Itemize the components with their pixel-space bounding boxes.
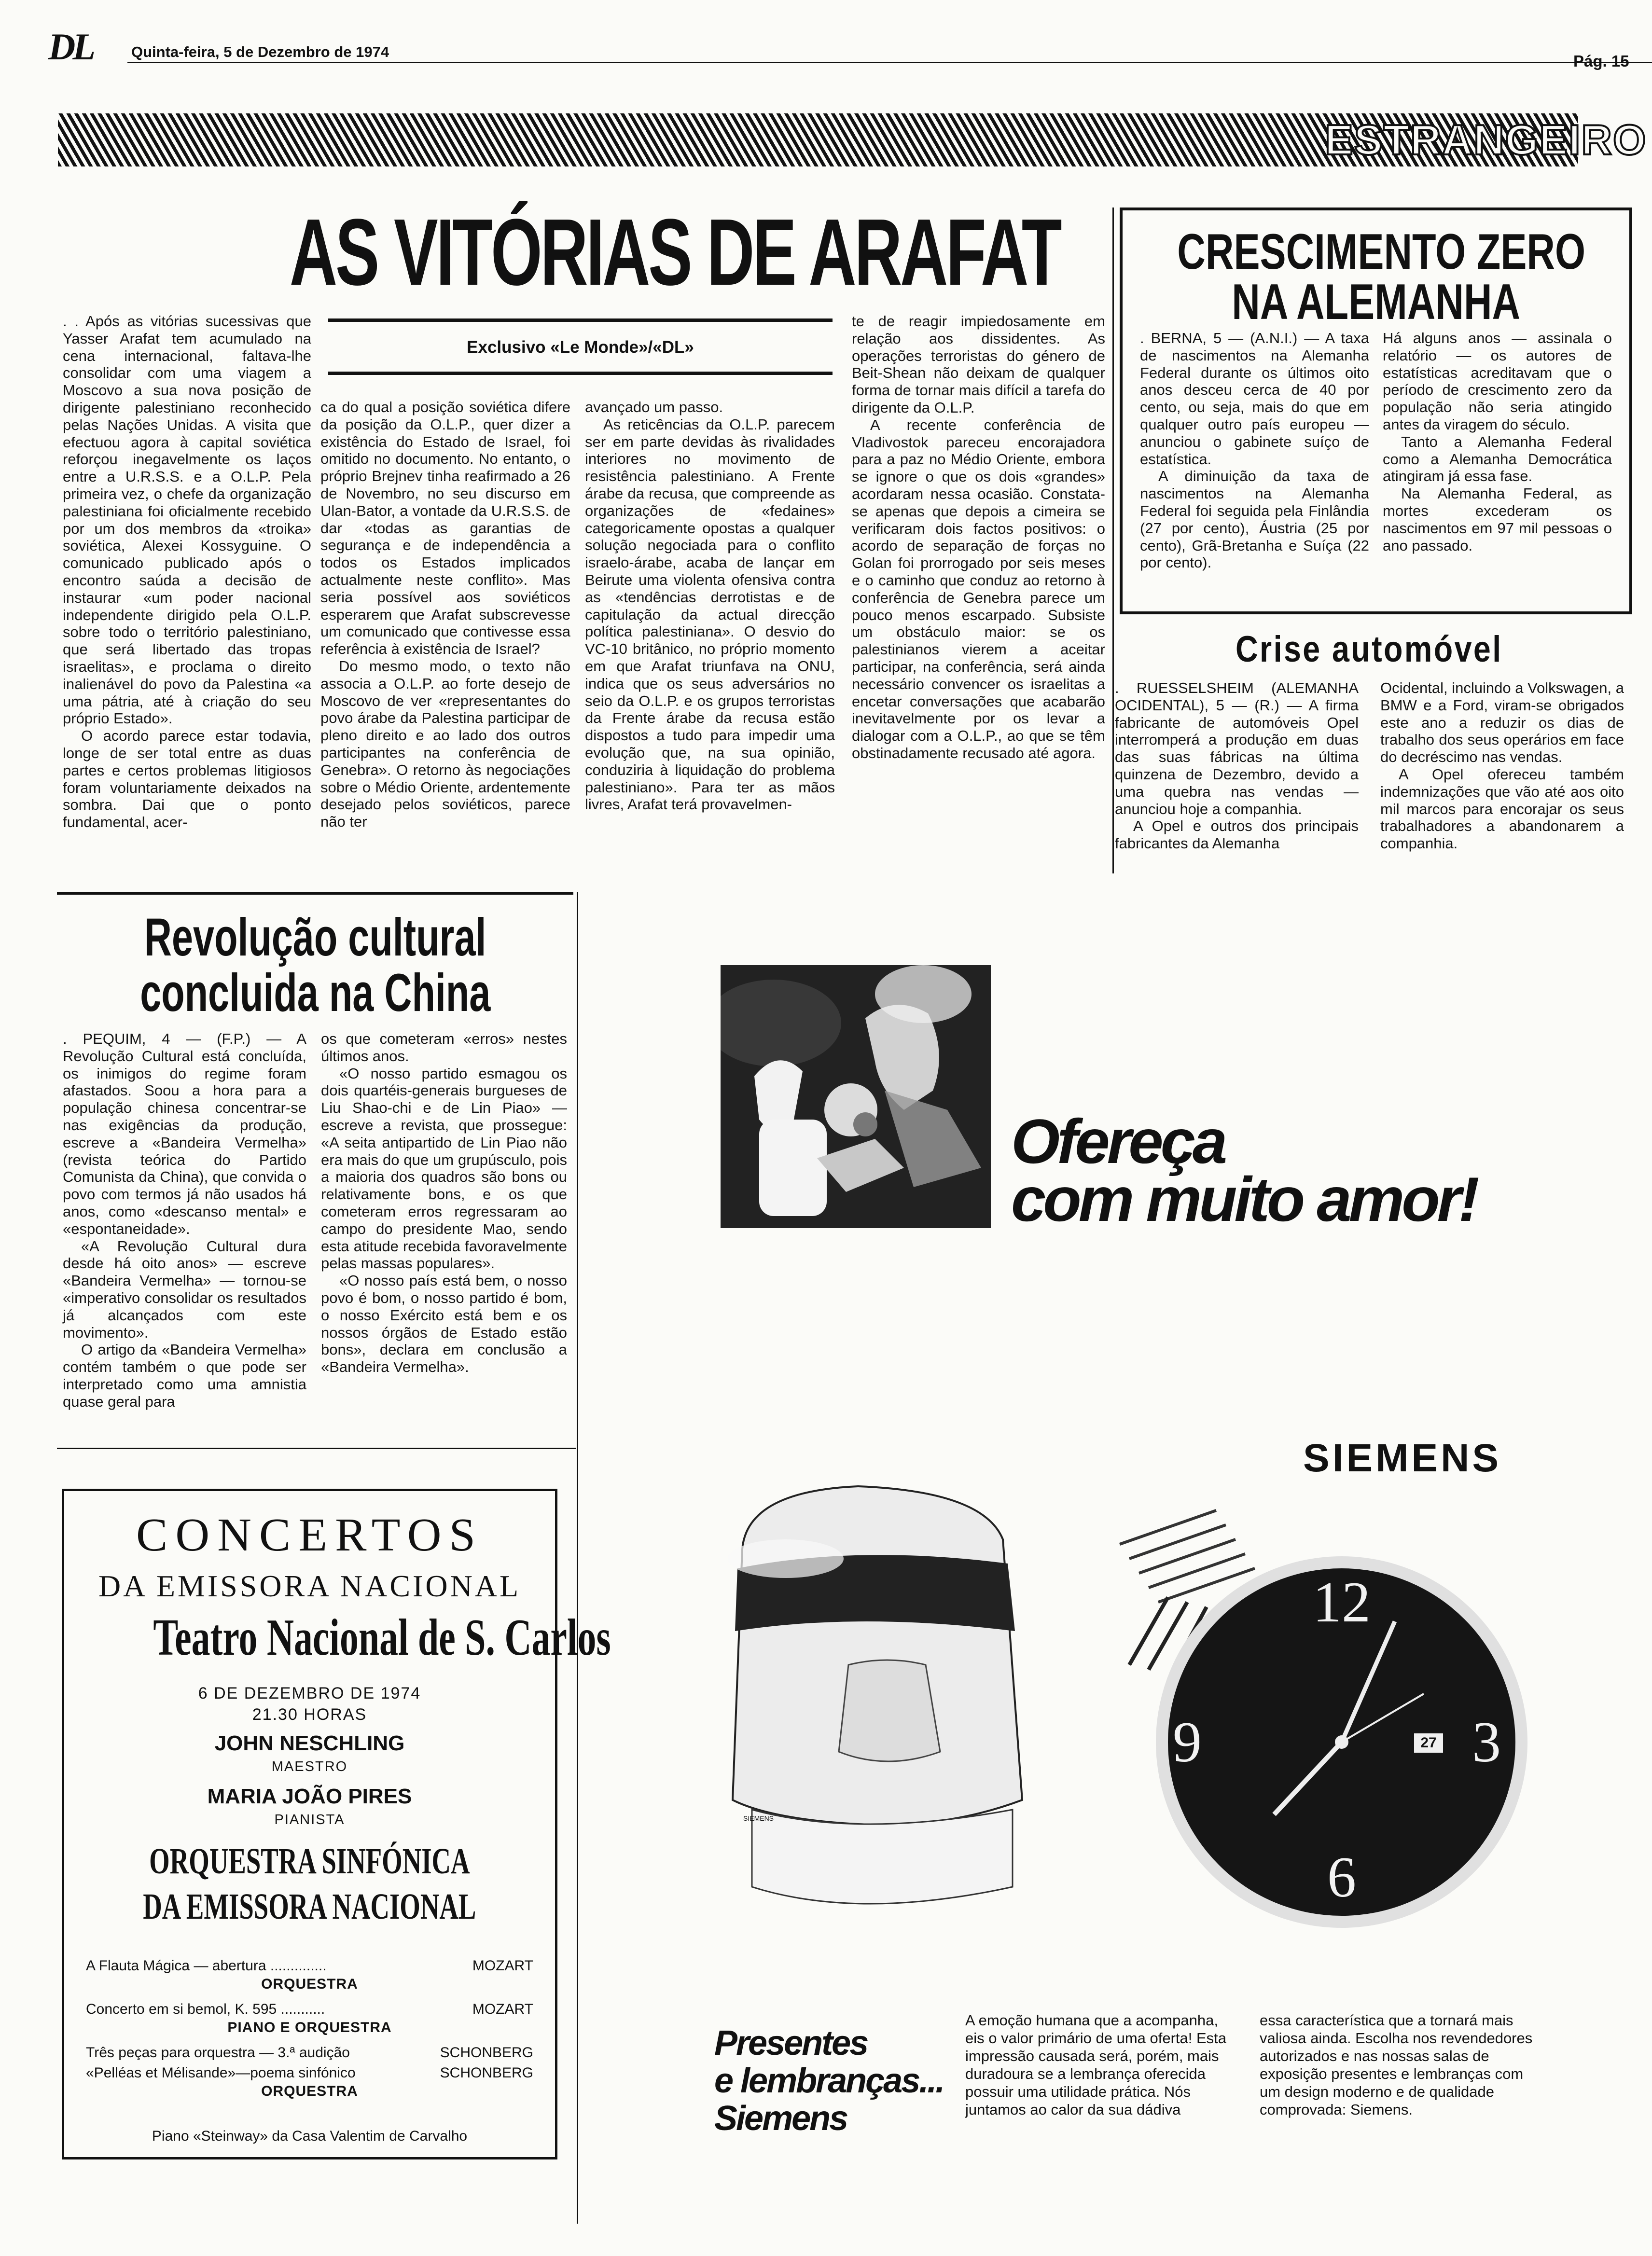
siemens-tagline-line2: e lembranças... [714, 2062, 944, 2100]
china-column-2 [321, 1030, 567, 1376]
program-forces: ORQUESTRA [261, 2083, 358, 2099]
china-headline-line1: Revolução cultural [144, 908, 486, 967]
china-bottom-rule [57, 1448, 576, 1449]
program-composer: MOZART [472, 1958, 533, 1974]
coffee-maker [713, 1472, 1051, 1930]
concertos-ad [62, 1489, 611, 2159]
arafat-column-3 [585, 399, 835, 813]
siemens-brand: SIEMENS [1303, 1436, 1502, 1480]
concertos-venue-wrap [64, 1609, 611, 1666]
program-forces: PIANO E ORQUESTRA [227, 2020, 392, 2035]
header-date: Quinta-feira, 5 de Dezembro de 1974 [131, 43, 389, 60]
header-rule [127, 62, 1652, 63]
concertos-title: CONCERTOS [136, 1509, 483, 1561]
column-divider-right [1112, 208, 1114, 873]
china-headline [57, 910, 573, 1021]
concertos-orchestra-line2: DA EMISSORA NACIONAL [143, 1886, 476, 1927]
program-forces: ORQUESTRA [261, 1976, 358, 1992]
crescimento-col2-p2: Tanto a Alemanha Federal como a Alemanha Democrática atingiram já essa fase. [1383, 433, 1612, 485]
program-composer: SCHONBERG [440, 2065, 533, 2081]
page-number: Pág. 15 [1573, 52, 1629, 70]
china-headline-line2: concluida na China [139, 963, 491, 1023]
concertos-date: 6 DE DEZEMBRO DE 1974 [198, 1684, 421, 1702]
arafat-col1-p2: O acordo parece estar todavia, longe de ser total entre as duas partes e certos problemas litigiosos foram voluntariamente deixados na sombra. Dai que o ponto fundamental, acer- [63, 727, 311, 831]
concertos-conductor: JOHN NESCHLING [214, 1731, 405, 1755]
china-col1-p3: O artigo da «Bandeira Vermelha» contém também o que pode ser interpretado como uma amnistia quase geral para [63, 1341, 306, 1410]
clock-numeral-12: 12 [1313, 1570, 1371, 1634]
crescimento-col2-p1: Há alguns anos — assinala o relatório — os autores de estatísticas acreditavam que o período de crescimento zero da população não seria atingido antes da viragem do século. [1383, 330, 1612, 433]
concertos-venue: Teatro Nacional de S. Carlos [153, 1609, 611, 1666]
clock-numeral-6: 6 [1327, 1845, 1356, 1909]
arafat-col2-p1: ca do qual a posição soviética difere da posição da O.L.P., quer dizer a existência do Estado de Israel, foi omitido no documento. No entanto, o próprio Brejnev tinha reafirmado a 26 de Novembro, no seu discurso em Ulan-Bator, a vontade da U.R.S.S. de dar «todas as garantias de segurança e de independência a todos os Estados implicados actualmente neste conflito». Mas seria possível aos soviéticos esperarem que Arafat subscrevesse um comunicado que contivesse essa referência à existência de Israel? [320, 399, 570, 658]
china-col1-p2: «A Revolução Cultural dura desde há oito anos» — escreve «Bandeira Vermelha» — tornou-se «imperativo consolidar os resultados já alcançados com este movimento». [63, 1237, 306, 1341]
siemens-tagline-line1: Presentes [714, 2024, 868, 2062]
program-work: A Flauta Mágica — abertura .............. [86, 1958, 327, 1974]
china-ad-divider [577, 892, 578, 2224]
crescimento-col1-p2: A diminuição da taxa de nascimentos na Alemanha Federal foi seguida pela Finlândia (27 por cento), Áustria (25 por cento), Grã-Bretanha e Suíça (22 por cento). [1140, 468, 1369, 571]
china-top-rule [57, 892, 573, 895]
siemens-body-2: essa característica que a tornará mais valiosa ainda. Escolha nos revendedores autorizados e nas nossas salas de exposição presentes e lembranças com um design moderno e de qualidade comprovada: Siemens. [1260, 2012, 1533, 2118]
clock-date-window: 27 [1414, 1733, 1443, 1753]
arafat-col4-p1: te de reagir impiedosamente em relação aos dissidentes. As operações terroristas do género de Beit-Shean não deixam de qualquer forma de tornar mais difícil a tarefa do dirigente da O.L.P. [852, 313, 1105, 416]
arafat-column-4 [852, 313, 1105, 762]
crescimento-headline-line2: NA ALEMANHA [1232, 274, 1520, 330]
crescimento-headline [1120, 224, 1632, 330]
automovel-col1-p1: . RUESSELSHEIM (ALEMANHA OCIDENTAL), 5 — (R.) — A firma fabricante de automóveis Opel interromperá a produção em duas das suas fábricas na última quinzena de Dezembro, devido a uma quebra nas vendas — anunciou hoje a companhia. [1115, 679, 1359, 817]
china-col2-p2: «O nosso partido esmagou os dois quartéis-generais burgueses de Liu Shao-chi e de Lin Piao» — escreve a revista, que prossegue: «A seita antipartido de Lin Piao não era mais do que um grupúsculo, pois a maioria dos quadros são bons ou relativamente bons, e os que cometeram erros regressaram ao campo do presidente Mao, sendo esta atitude recebida favoravelmente pelas massas populares». [321, 1065, 567, 1272]
automovel-col2-p2: A Opel ofereceu também indemnizações que vão até aos oito mil marcos para encorajar os seus trabalhadores a abandonarem a companhia. [1380, 765, 1624, 852]
section-label: ESTRANGEIRO [1325, 116, 1647, 164]
clock-numeral-3: 3 [1472, 1710, 1501, 1774]
program-composer: MOZART [472, 2001, 533, 2017]
arafat-credit: Exclusivo «Le Monde»/«DL» [467, 338, 694, 357]
gift-photo [721, 965, 991, 1228]
automovel-column-2 [1380, 679, 1624, 852]
concertos-subtitle: DA EMISSORA NACIONAL [98, 1569, 521, 1603]
siemens-slogan-line2: com muito amor! [1011, 1164, 1477, 1234]
siemens-tagline-line3: Siemens [714, 2099, 847, 2138]
concertos-soloist-role: PIANISTA [274, 1812, 345, 1827]
china-col2-p1: os que cometeram «erros» nestes últimos anos. [321, 1030, 567, 1065]
arafat-col3-p2: As reticências da O.L.P. parecem ser em parte devidas às rivalidades interiores no movimento de resistência palestiniano. A Frente árabe da recusa, que compreende as organizações de «fedaines» categoricamente opostas a qualquer solução negociada para o conflito israelo-árabe, acaba de lançar em Beirute uma violenta ofensiva contra as «tendências derrotistas e de capitulação da actual direcção política palestiniana». O desvio do VC-10 britânico, no próprio momento em que Arafat triunfava na ONU, indica que os seus adversários no seio da O.L.P. e os grupos terroristas da Frente árabe da recusa estão dispostos a tudo para impedir uma evolução que, na sua opinião, conduziria à liquidação do problema palestiniano». Para ter as mãos livres, Arafat terá provavelmen- [585, 415, 835, 813]
arafat-column-1 [63, 313, 311, 831]
crescimento-column-2 [1383, 330, 1612, 554]
arafat-column-2 [320, 399, 570, 830]
arafat-rule-bottom [328, 372, 833, 375]
automovel-column-1 [1115, 679, 1359, 852]
arafat-headline: AS VITÓRIAS DE ARAFAT [290, 199, 1060, 305]
automovel-col2-p1: Ocidental, incluindo a Volkswagen, a BMW e a Ford, viram-se obrigados este ano a reduzir os dias de trabalho dos seus operários em face do decréscimo nas vendas. [1380, 679, 1624, 766]
china-col2-p3: «O nosso país está bem, o nosso povo é bom, o nosso partido é bom, o nosso Exército está bem e os nossos órgãos de Estado estão bons», declara em conclusão a «Bandeira Vermelha». [321, 1272, 567, 1376]
concertos-piano-note: Piano «Steinway» da Casa Valentim de Carvalho [152, 2128, 468, 2144]
china-column-1 [63, 1030, 306, 1411]
automovel-headline: Crise automóvel [1236, 629, 1503, 670]
program-composer: SCHONBERG [440, 2045, 533, 2061]
clock-numeral-9: 9 [1173, 1710, 1202, 1774]
concertos-soloist: MARIA JOÃO PIRES [207, 1785, 412, 1808]
crescimento-headline-line1: CRESCIMENTO ZERO [1177, 224, 1586, 280]
program-item [86, 2064, 533, 2082]
wall-clock [1153, 1554, 1530, 1930]
concertos-orchestra [64, 1839, 555, 1929]
siemens-body-1: A emoção humana que a acompanha, eis o valor primário de uma oferta! Esta impressão causada será, porém, mais duradoura se a lembrança oferecida possuir uma utilidade prática. Nós juntamos ao calor da sua dádiva [965, 2012, 1227, 2118]
arafat-col4-p2: A recente conferência de Vladivostok pareceu encorajadora para a paz no Médio Oriente, embora se ignore o que os dois «grandes» acordaram nessa ocasião. Constata-se apenas que depois a cimeira se verificaram dois factos positivos: o acordo de separação de forças no Golan foi prorrogado por seis meses e o caminho que conduz ao retorno à conferência de Genebra parece um pouco menos escarpado. Subsiste um obstáculo maior: se os palestinianos vierem a aceitar participar, na conferência, será ainda necessário convencer os israelitas a encetar conversações que acabarão inevitavelmente por os levar a dialogar com a O.L.P., ao que se têm obstinadamente recusado até agora. [852, 416, 1105, 761]
concertos-time: 21.30 HORAS [252, 1705, 367, 1724]
program-work: «Pelléas et Mélisande»—poema sinfónico [86, 2065, 356, 2081]
coffee-maker-label: SIEMENS [743, 1814, 774, 1822]
concertos-program [86, 1957, 533, 2121]
concertos-conductor-role: MAESTRO [271, 1759, 348, 1774]
siemens-slogan [1011, 1106, 1477, 1234]
program-work: Três peças para orquestra — 3.ª audição [86, 2045, 350, 2061]
arafat-col1-p1: . . Após as vitórias sucessivas que Yasser Arafat tem acumulado na cena internacional, faltava-lhe consolidar com uma viagem a Moscovo a sua nova posição de dirigente palestiniano reconhecido pelas Nações Unidas. A visita que efectuou agora à capital soviética reforçou inegavelmente os laços entre a U.R.S.S. e a O.L.P. Pela primeira vez, o chefe da organização palestiniana foi oficialmente recebido por um dos membros da «troika» soviética, Alexei Kossyguine. O comunicado publicado após o encontro saúda a decisão de instaurar «um poder nacional independente dirigido pela O.L.P. sobre todo o território palestiniano, que será libertado das tropas israelitas», e proclama o direito inalienável do povo da Palestina «a uma pátria, até à criação do seu próprio Estado». [63, 313, 311, 727]
program-work: Concerto em si bemol, K. 595 ........... [86, 2001, 325, 2017]
siemens-slogan-line1: Ofereça [1011, 1106, 1225, 1176]
automovel-col1-p2: A Opel e outros dos principais fabricantes da Alemanha [1115, 817, 1359, 852]
arafat-col3-p1: avançado um passo. [585, 399, 723, 415]
concertos-orchestra-line1: ORQUESTRA SINFÓNICA [149, 1841, 470, 1882]
crescimento-column-1 [1140, 330, 1369, 571]
crescimento-col1-p1: . BERNA, 5 — (A.N.I.) — A taxa de nascimentos na Alemanha Federal durante os últimos oito anos desceu cerca de 40 por cento, ou seja, mais do que em qualquer outro país europeu — anunciou o gabinete suíço de estatística. [1140, 330, 1369, 468]
program-item [86, 2044, 533, 2062]
arafat-col2-p2: Do mesmo modo, o texto não associa a O.L.P. ao forte desejo de Moscovo de ver «representantes do povo árabe da Palestina participar de pleno direito e ao lado dos outros participantes na conferência de Genebra». O retorno às negociações sobre o Médio Oriente, ardentemente desejado pelos soviéticos, parece não ter [320, 657, 570, 830]
siemens-tagline [714, 2024, 944, 2137]
program-item [86, 2000, 533, 2019]
crescimento-col2-p3: Na Alemanha Federal, as mortes excederam os nascimentos em 97 mil pessoas o ano passado. [1383, 485, 1612, 554]
china-col1-p1: . PEQUIM, 4 — (F.P.) — A Revolução Cultural está concluída, os inimigos do regime foram afastados. Soou a hora para a população chinesa concentrar-se nas exigências da produção, escreve a «Bandeira Vermelha» (revista teórica do Partido Comunista da China), que convida o povo com termos já não usados há anos, como «descanso mental» e «espontaneidade». [63, 1030, 306, 1237]
arafat-rule-top [328, 318, 833, 322]
program-item [86, 1957, 533, 1975]
masthead-logo: DL [48, 26, 93, 68]
